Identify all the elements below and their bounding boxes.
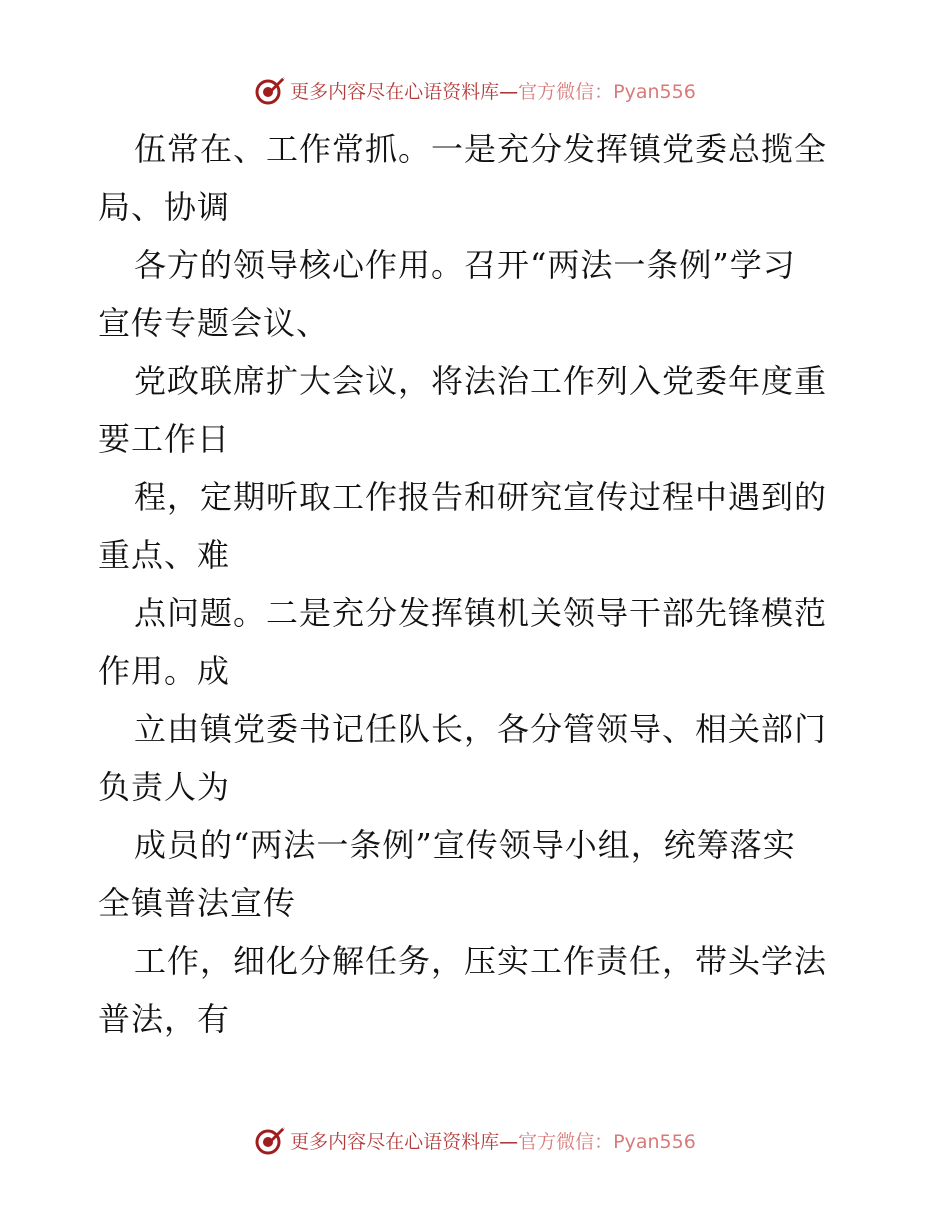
pen-circle-logo-icon bbox=[254, 74, 286, 106]
footer-dash: — bbox=[499, 1130, 519, 1153]
header-dash: — bbox=[499, 80, 519, 103]
body-line: 程，定期听取工作报告和研究宣传过程中遇到的 bbox=[134, 478, 828, 516]
body-line: 普法，有 bbox=[98, 1000, 231, 1038]
body-line: 党政联席扩大会议，将法治工作列入党委年度重 bbox=[134, 362, 828, 400]
document-body bbox=[98, 120, 858, 1048]
body-line: 立由镇党委书记任队长，各分管领导、相关部门 bbox=[134, 710, 828, 748]
body-line: 宣传专题会议、 bbox=[98, 304, 330, 342]
body-line: 负责人为 bbox=[98, 768, 231, 806]
pen-circle-logo-icon bbox=[254, 1124, 286, 1156]
header-watermark bbox=[0, 70, 950, 110]
body-line: 成员的“两法一条例”宣传领导小组，统筹落实 bbox=[134, 826, 796, 864]
body-line: 各方的领导核心作用。召开“两法一条例”学习 bbox=[134, 246, 796, 284]
body-line: 作用。成 bbox=[98, 652, 231, 690]
footer-watermark bbox=[0, 1120, 950, 1160]
body-line: 要工作日 bbox=[98, 420, 231, 458]
body-line: 伍常在、工作常抓。一是充分发挥镇党委总揽全 bbox=[134, 130, 828, 168]
body-line: 点问题。二是充分发挥镇机关领导干部先锋模范 bbox=[134, 594, 828, 632]
body-line: 工作，细化分解任务，压实工作责任，带头学法 bbox=[134, 942, 828, 980]
body-line: 全镇普法宣传 bbox=[98, 884, 297, 922]
header-watermark-text bbox=[290, 77, 696, 104]
header-prefix: 更多内容尽在心语资料库 bbox=[290, 80, 500, 103]
body-line: 局、协调 bbox=[98, 188, 231, 226]
footer-prefix: 更多内容尽在心语资料库 bbox=[290, 1130, 500, 1153]
header-wechat: 官方微信：Pyan556 bbox=[518, 80, 696, 103]
body-line: 重点、难 bbox=[98, 536, 231, 574]
footer-wechat: 官方微信：Pyan556 bbox=[518, 1130, 696, 1153]
footer-watermark-text bbox=[290, 1127, 696, 1154]
